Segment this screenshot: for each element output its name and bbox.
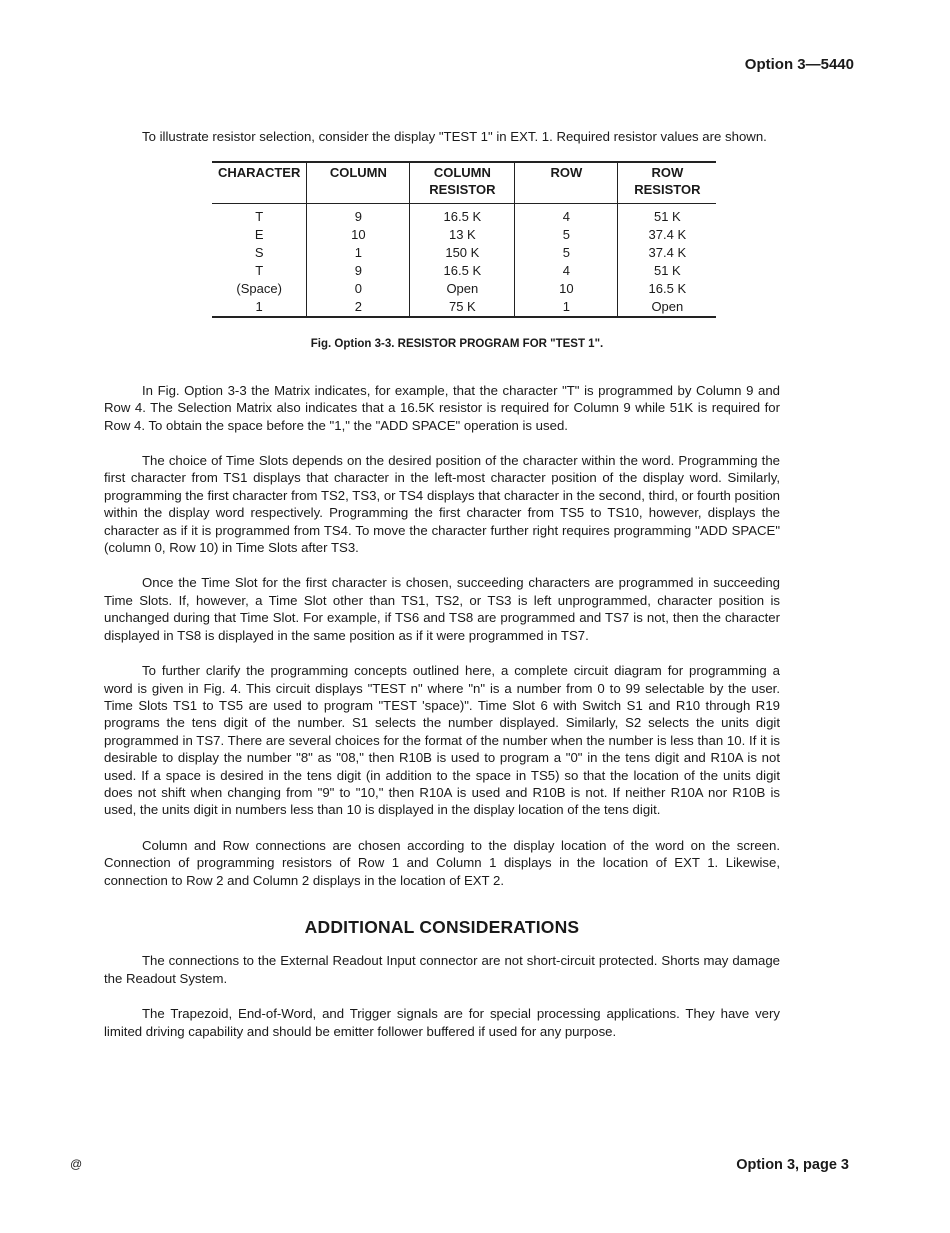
table-cell: 51 K bbox=[618, 204, 717, 227]
page-content bbox=[104, 128, 780, 1040]
table-cell: 1 bbox=[515, 298, 618, 317]
table-header-cell: CHARACTER bbox=[212, 162, 307, 204]
table-cell: Open bbox=[618, 298, 717, 317]
resistor-program-table bbox=[212, 161, 716, 318]
table-header-cell: ROW RESISTOR bbox=[618, 162, 717, 204]
footer-mark: @ bbox=[70, 1157, 83, 1171]
table-cell: 4 bbox=[515, 204, 618, 227]
table-header-cell: ROW bbox=[515, 162, 618, 204]
table-cell: 9 bbox=[307, 262, 410, 280]
table-header-row bbox=[212, 162, 716, 204]
body-paragraph: Once the Time Slot for the first character is chosen, succeeding characters are programmed in succeeding Time Slots. If, however, a Time Slot other than TS1, TS2, or TS3 is left unprogrammed, character position is unchanged during that Time Slot. For example, if TS6 and TS8 are programmed and TS7 is not, then the character displayed in TS8 is displayed in the same position as if it were programmed in TS7. bbox=[104, 575, 780, 643]
table-cell: 9 bbox=[307, 204, 410, 227]
page-header-label: Option 3—5440 bbox=[744, 56, 854, 73]
intro-paragraph: To illustrate resistor selection, consider the display "TEST 1" in EXT. 1. Required resistor values are shown. bbox=[142, 129, 767, 144]
table-cell: 75 K bbox=[410, 298, 515, 317]
table-row bbox=[212, 298, 716, 317]
table-cell: 5 bbox=[515, 244, 618, 262]
table-cell: 16.5 K bbox=[410, 204, 515, 227]
table-cell: Open bbox=[410, 280, 515, 298]
table-row bbox=[212, 244, 716, 262]
table-row bbox=[212, 226, 716, 244]
figure-caption: Fig. Option 3-3. RESISTOR PROGRAM FOR "TEST 1". bbox=[310, 338, 604, 351]
table-row bbox=[212, 280, 716, 298]
table-cell: 37.4 K bbox=[618, 226, 717, 244]
table-header-cell: COLUMN RESISTOR bbox=[410, 162, 515, 204]
table-cell: 150 K bbox=[410, 244, 515, 262]
table-cell: T bbox=[255, 209, 264, 225]
section-paragraph: The Trapezoid, End-of-Word, and Trigger signals are for special processing applications. They have very limited driving capability and should be emitter follower buffered if used for any purpose. bbox=[104, 1006, 780, 1039]
table-cell: 1 bbox=[212, 298, 307, 317]
footer-page-label: Option 3, page 3 bbox=[736, 1157, 849, 1173]
table-cell: 5 bbox=[515, 226, 618, 244]
table-cell: 37.4 K bbox=[618, 244, 717, 262]
table-cell: 13 K bbox=[410, 226, 515, 244]
table-row bbox=[212, 262, 716, 280]
table-cell: 16.5 K bbox=[410, 262, 515, 280]
table-header-cell: COLUMN bbox=[307, 162, 410, 204]
table-row bbox=[212, 204, 716, 227]
table-cell: 2 bbox=[307, 298, 410, 317]
body-paragraph: In Fig. Option 3-3 the Matrix indicates, for example, that the character "T" is programmed by Column 9 and Row 4. The Selection Matrix also indicates that a 16.5K resistor is required for Column 9 while 51K is required for Row 4. To obtain the space before the "1," the "ADD SPACE" operation is used. bbox=[104, 382, 780, 433]
table-cell: E bbox=[254, 227, 264, 243]
table-cell: 16.5 K bbox=[618, 280, 717, 298]
table-cell: 1 bbox=[307, 244, 410, 262]
table-cell: 10 bbox=[515, 280, 618, 298]
table-cell: 10 bbox=[307, 226, 410, 244]
table-cell: T bbox=[255, 263, 264, 279]
body-paragraph: To further clarify the programming concepts outlined here, a complete circuit diagram for programming a word is given in Fig. 4. This circuit displays "TEST n" where "n" is a number from 0 to 99 selectable by the user. Time Slots TS1 to TS5 are used to program "TEST 'space)". Time Slot 6 with Switch S1 and R10 through R19 programs the tens digit of the number. S1 selects the number displayed. Similarly, S2 selects the units digit programmed in TS7. There are several choices for the format of the number when the number is less than 10. If it is desirable to display the number "8" as "08," then R10B is used to program a "0" in the tens digit and R10A is not used. If a space is desired in the tens digit (in addition to the space in TS5) so that the location of the units digit does not shift when changing from "9" to "10," then R10A is used and R10B is not. If neither R10A nor R10B is used, the units digit in numbers less than 10 is displayed in the display location of the tens digit. bbox=[104, 663, 780, 818]
table-cell: 4 bbox=[515, 262, 618, 280]
body-paragraph: The choice of Time Slots depends on the desired position of the character within the word. Programming the first character from TS1 displays that character in the left-most character position of the display word. Similarly, programming the first character from TS2, TS3, or TS4 displays that character in the second, third, or fourth position within the display word respectively. Programming the first character from TS5 to TS10, however, displays the character as if it is programmed from TS4. To move the character further right requires programming "ADD SPACE" (column 0, Row 10) in Time Slots after TS3. bbox=[104, 453, 780, 556]
section-heading: ADDITIONAL CONSIDERATIONS bbox=[304, 916, 580, 937]
section-paragraph: The connections to the External Readout Input connector are not short-circuit protected. Shorts may damage the Readout System. bbox=[104, 953, 780, 986]
table-cell: 0 bbox=[307, 280, 410, 298]
table-cell: S bbox=[254, 245, 264, 261]
table-cell: 51 K bbox=[618, 262, 717, 280]
body-paragraph: Column and Row connections are chosen according to the display location of the word on the screen. Connection of programming resistors of Row 1 and Column 1 displays in the location of EXT 1. Likewise, connection to Row 2 and Column 2 displays in the location of EXT 2. bbox=[104, 837, 780, 888]
table-cell: (Space) bbox=[236, 281, 282, 297]
